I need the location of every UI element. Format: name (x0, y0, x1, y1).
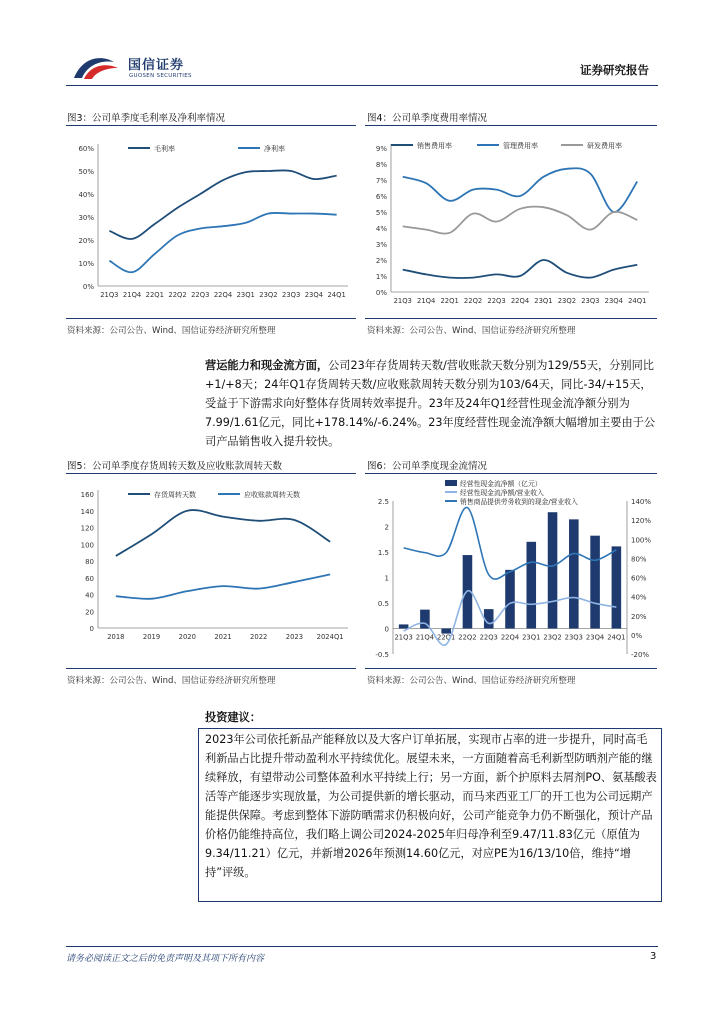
guosen-logo-icon (72, 52, 128, 82)
operations-heading: 营运能力和现金流方面， (205, 359, 329, 372)
x-tick-label: 21Q3 (393, 297, 412, 305)
legend-label: 销售商品提供劳务收到的现金/营业收入 (460, 498, 578, 506)
x-tick-label: 22Q2 (463, 297, 483, 305)
report-type: 证券研究报告 (580, 63, 649, 77)
advice-title: 投资建议： (205, 711, 261, 724)
x-tick-label: 23Q1 (522, 633, 541, 642)
ratio-line-2 (404, 507, 617, 579)
fig6-bottom-rule (365, 668, 657, 669)
y-tick-label: 50% (78, 168, 94, 176)
x-tick-label: 21Q3 (394, 633, 413, 642)
y-left-tick-label: 0.5 (377, 600, 389, 608)
y-tick-label: 0 (89, 625, 94, 633)
x-tick-label: 21Q3 (100, 291, 119, 299)
x-tick-label: 24Q1 (628, 297, 647, 305)
x-tick-label: 2019 (142, 633, 161, 641)
header-divider (66, 85, 658, 86)
y-tick-label: 20% (78, 237, 94, 245)
x-tick-label: 23Q3 (581, 297, 600, 305)
y-right-tick-label: 0% (631, 631, 643, 640)
y-tick-label: 30% (78, 214, 94, 222)
y-tick-label: 5% (375, 209, 387, 217)
fig6-title: 图6：公司单季度现金流情况 (367, 461, 488, 472)
legend-label: 经营性现金流净额（亿元） (460, 480, 542, 488)
x-tick-label: 21Q4 (122, 291, 142, 299)
y-left-tick-label: 2.5 (377, 498, 389, 506)
y-left-tick-label: 1.5 (377, 549, 389, 557)
series-line-1 (109, 170, 336, 239)
y-tick-label: 4% (375, 225, 387, 233)
y-right-tick-label: 40% (631, 593, 647, 602)
series-line-2 (403, 168, 638, 212)
y-tick-label: 9% (375, 145, 387, 153)
x-tick-label: 23Q1 (534, 297, 553, 305)
x-tick-label: 2020 (178, 633, 196, 641)
legend-label: 管理费用率 (503, 142, 538, 150)
fig5-chart (66, 476, 356, 656)
y-right-tick-label: -20% (631, 651, 650, 659)
y-tick-label: 140 (80, 507, 94, 516)
y-tick-label: 40% (78, 191, 94, 199)
y-tick-label: 60 (85, 574, 94, 583)
legend-label: 应收账款周转天数 (244, 491, 300, 499)
x-tick-label: 23Q4 (604, 297, 623, 305)
y-tick-label: 0% (375, 289, 387, 297)
cash-flow-bar (526, 542, 536, 629)
legend-label: 存货周转天数 (154, 491, 196, 499)
operations-text: 公司23年存货周转天数/营收账款天数分别为129/55天，分别同比+1/+8天；24年Q1存货周转天数/应收账款周转天数分别为103/64天，同比-34/+15天，受益于下游需求向好整体存货周转效率提升。23年及24年Q1经营性现金流净额分别为7.99/1.61亿元，同比+178.14%/-6.24%。23年度经营性现金流净额大幅增加主要由于公司产品销售收入提升较快。 (205, 359, 656, 448)
fig3-top-rule (66, 125, 356, 126)
y-tick-label: 6% (375, 193, 387, 201)
fig6-top-rule (365, 473, 657, 474)
y-tick-label: 10% (78, 260, 94, 268)
x-tick-label: 2023 (285, 633, 304, 641)
legend-label: 毛利率 (154, 145, 175, 153)
fig3-title: 图3：公司单季度毛利率及净利率情况 (67, 113, 226, 124)
y-right-tick-label: 140% (631, 498, 652, 506)
fig4-chart (365, 128, 657, 310)
logo-en: GUOSEN SECURITIES (129, 73, 192, 79)
x-tick-label: 23Q2 (543, 633, 562, 642)
y-tick-label: 80 (85, 558, 94, 566)
y-left-tick-label: 0 (384, 625, 389, 634)
y-tick-label: 40 (85, 591, 94, 600)
series-line-2 (116, 574, 330, 598)
cash-flow-bar (612, 546, 622, 628)
x-tick-label: 22Q3 (487, 297, 506, 305)
x-tick-label: 22Q2 (458, 633, 477, 642)
y-right-tick-label: 80% (631, 555, 647, 564)
y-tick-label: 20 (85, 608, 94, 617)
x-tick-label: 22Q3 (191, 291, 210, 299)
legend-label: 净利率 (264, 145, 285, 153)
y-tick-label: 0% (82, 283, 94, 291)
cash-flow-bar (569, 519, 579, 628)
x-tick-label: 22Q4 (213, 291, 233, 299)
legend-swatch (445, 480, 457, 486)
fig4-source: 资料来源：公司公告、Wind、国信证券经济研究所整理 (367, 326, 576, 336)
y-tick-label: 100 (80, 541, 94, 550)
fig4-top-rule (365, 125, 657, 126)
fig6-chart (365, 476, 657, 662)
cash-flow-bar (505, 570, 515, 629)
x-tick-label: 23Q4 (304, 291, 324, 299)
x-tick-label: 23Q4 (585, 633, 605, 642)
fig5-top-rule (66, 473, 356, 474)
cash-flow-bar (399, 624, 409, 628)
series-line-1 (116, 510, 330, 556)
x-tick-label: 22Q1 (440, 297, 459, 305)
cash-flow-bar (441, 629, 451, 634)
y-tick-label: 7% (375, 177, 387, 185)
cash-flow-bar (548, 512, 558, 628)
x-tick-label: 22Q1 (145, 291, 164, 299)
x-tick-label: 23Q3 (564, 633, 583, 642)
x-tick-label: 2021 (214, 633, 232, 641)
y-tick-label: 8% (375, 161, 387, 169)
y-tick-label: 1% (375, 273, 387, 281)
x-tick-label: 22Q3 (479, 633, 498, 642)
fig4-bottom-rule (365, 318, 657, 319)
x-tick-label: 2024Q1 (316, 633, 344, 641)
y-right-tick-label: 60% (631, 574, 647, 583)
y-right-tick-label: 100% (631, 536, 652, 545)
y-tick-label: 60% (78, 145, 94, 153)
x-tick-label: 24Q1 (327, 291, 346, 299)
footer-disclaimer: 请务必阅读正文之后的免责声明及其项下所有内容 (66, 954, 265, 964)
fig4-title: 图4：公司单季度费用率情况 (367, 113, 488, 124)
x-tick-label: 2018 (107, 633, 125, 641)
series-line-2 (109, 213, 336, 272)
legend-label: 研发费用率 (587, 142, 622, 150)
page-number: 3 (650, 951, 657, 962)
footer-rule (66, 946, 658, 947)
fig5-source: 资料来源：公司公告、Wind、国信证券经济研究所整理 (67, 676, 276, 686)
x-tick-label: 22Q4 (500, 633, 520, 642)
y-right-tick-label: 20% (631, 612, 647, 621)
x-tick-label: 24Q1 (607, 633, 626, 642)
y-tick-label: 160 (80, 491, 94, 499)
series-line-1 (403, 260, 638, 278)
x-tick-label: 22Q2 (168, 291, 187, 299)
x-tick-label: 22Q1 (437, 633, 456, 642)
x-tick-label: 23Q2 (259, 291, 278, 299)
advice-text: 2023年公司依托新品产能释放以及大客户订单拓展，实现市占率的进一步提升，同时高毛利新品占比提升带动盈利水平持续优化。展望未来，一方面随着高毛利新型防晒剂产能的继续释放，有望带动公司整体盈利水平持续上行；另一方面，新个护原料去屑剂PO、氨基酸表活等产能逐步实现放量，为公司提供新的增长驱动，而马来西亚工厂的开工也为公司远期产能提供保障。考虑到整体下游防晒需求仍积极向好，公司产能竞争力仍不断强化，预计产品价格仍能维持高位，我们略上调公司2024-2025年归母净利至9.47/11.83亿元（原值为9.34/11.21）亿元，并新增2026年预测14.60亿元，对应PE为16/13/10倍，维持“增持”评级。 (205, 733, 657, 879)
fig5-bottom-rule (66, 668, 356, 669)
logo-cn: 国信证券 (128, 58, 185, 73)
y-left-tick-label: 2 (384, 523, 389, 532)
x-tick-label: 23Q2 (557, 297, 577, 305)
x-tick-label: 23Q3 (282, 291, 301, 299)
x-tick-label: 22Q4 (510, 297, 530, 305)
fig3-bottom-rule (66, 318, 356, 319)
y-tick-label: 120 (80, 524, 94, 533)
x-tick-label: 21Q4 (415, 633, 435, 642)
x-tick-label: 2022 (250, 633, 268, 641)
y-left-tick-label: 1 (384, 574, 389, 583)
y-left-tick-label: -0.5 (375, 651, 389, 659)
fig5-title: 图5：公司单季度存货周转天数及应收账款周转天数 (67, 461, 283, 472)
legend-label: 销售费用率 (417, 142, 452, 150)
legend-label: 经营性现金流净额/营业收入 (460, 489, 544, 497)
x-tick-label: 21Q4 (417, 297, 436, 305)
fig6-source: 资料来源：公司公告、Wind、国信证券经济研究所整理 (367, 676, 576, 686)
cash-flow-bar (590, 536, 600, 629)
y-tick-label: 3% (375, 241, 387, 249)
operations-paragraph (205, 356, 657, 451)
y-right-tick-label: 120% (631, 517, 652, 526)
x-tick-label: 23Q1 (236, 291, 255, 299)
y-tick-label: 2% (375, 257, 387, 265)
series-line-3 (403, 207, 638, 234)
fig3-chart (66, 128, 356, 310)
fig3-source: 资料来源：公司公告、Wind、国信证券经济研究所整理 (67, 326, 276, 336)
